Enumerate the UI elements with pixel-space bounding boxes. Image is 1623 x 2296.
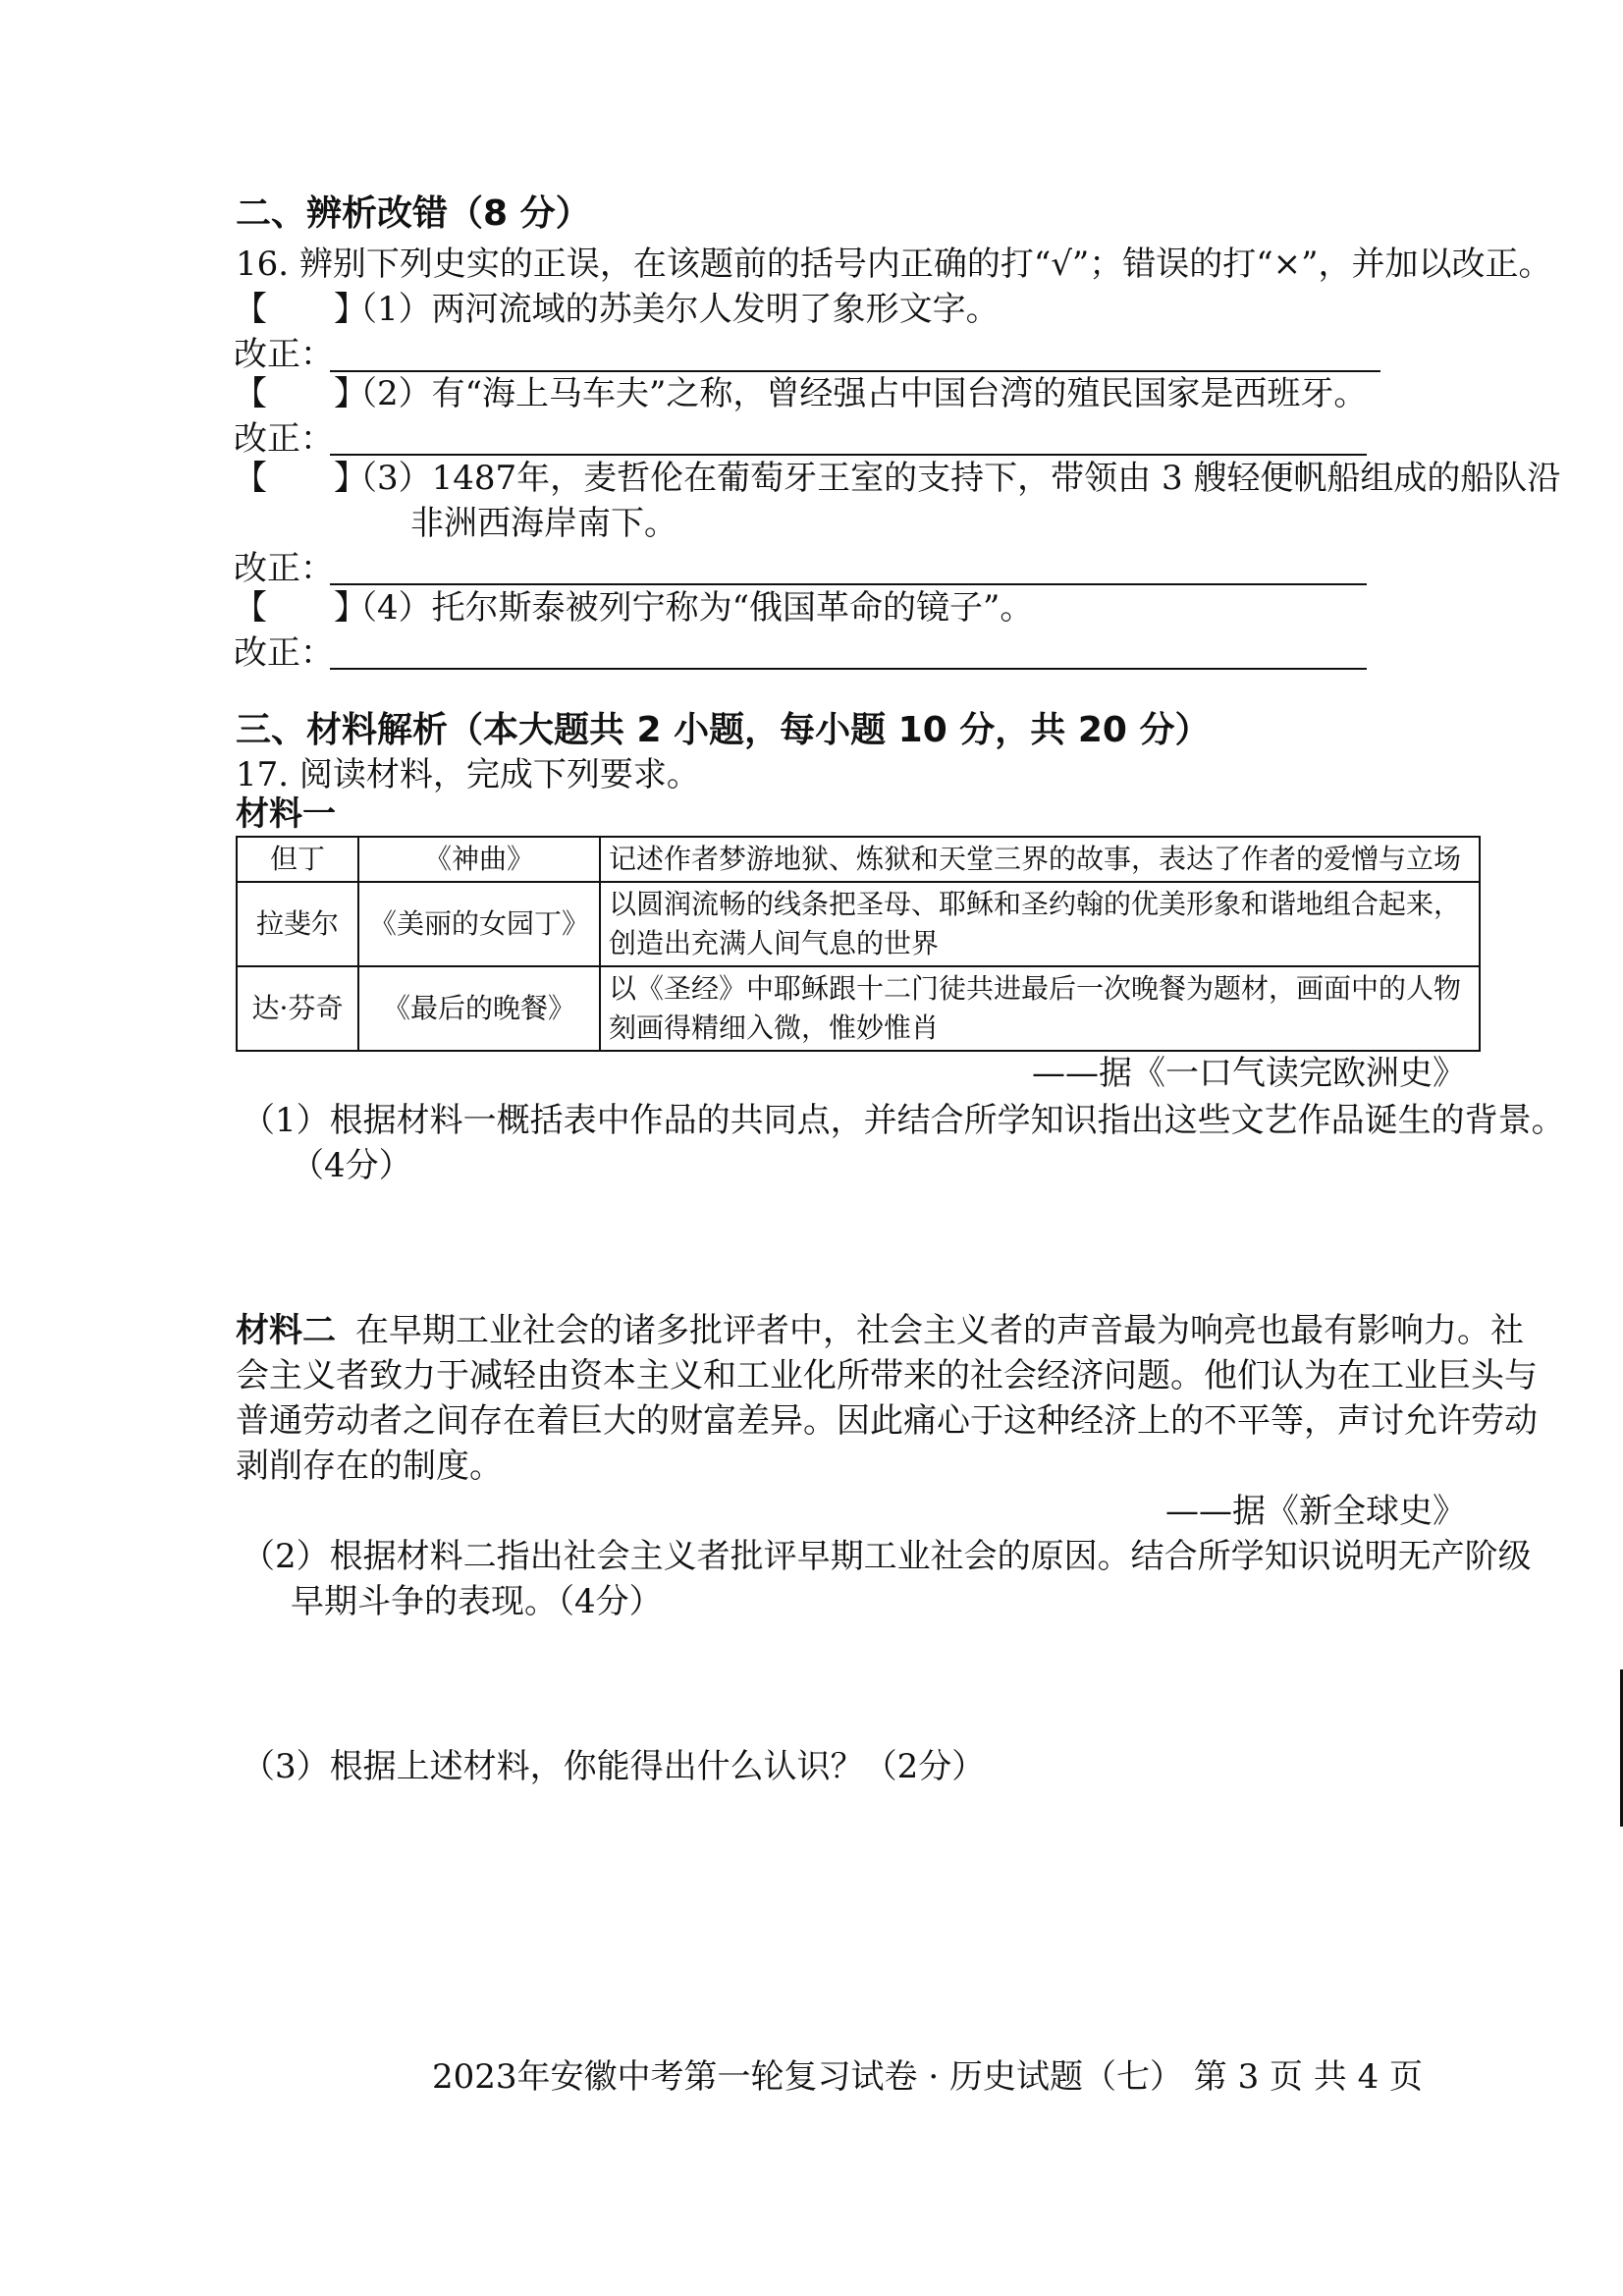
- material-2-line-3: 普通劳动者之间存在着巨大的财富差异。因此痛心于这种经济上的不平等，声讨允许劳动: [236, 1401, 1538, 1441]
- answer-bracket-4[interactable]: 【 】: [234, 588, 367, 628]
- material-2-label: 材料二: [236, 1311, 336, 1350]
- table-row: [237, 966, 1480, 1051]
- correction-label-3: 改正：: [234, 549, 334, 588]
- table-cell-author: 但丁: [237, 837, 358, 882]
- section2-heading: 二、辨析改错（8 分）: [236, 193, 591, 234]
- table-cell-description: 记述作者梦游地狱、炼狱和天堂三界的故事，表达了作者的爱憎与立场: [600, 837, 1480, 882]
- material-2-line-1: 在早期工业社会的诸多批评者中，社会主义者的声音最为响亮也最有影响力。社: [355, 1311, 1524, 1350]
- sub-question-1-line1: （1）根据材料一概括表中作品的共同点，并结合所学知识指出这些文艺作品诞生的背景。: [242, 1101, 1565, 1140]
- table-cell-author: 达·芬奇: [237, 966, 358, 1051]
- item-3-text-continued: 非洲西海岸南下。: [410, 504, 677, 543]
- correction-label-1: 改正：: [234, 335, 334, 374]
- correction-line-3[interactable]: [330, 583, 1367, 585]
- correction-line-2[interactable]: [330, 454, 1367, 456]
- question-16-prompt: 16. 辨别下列史实的正误，在该题前的括号内正确的打“√”；错误的打“×”，并加以改正。: [236, 245, 1552, 284]
- sub-question-3: （3）根据上述材料，你能得出什么认识？（2分）: [242, 1747, 986, 1786]
- table-cell-work: 《美丽的女园丁》: [358, 882, 600, 966]
- page-footer: 2023年安徽中考第一轮复习试卷 · 历史试题（七） 第 3 页 共 4 页: [432, 2057, 1424, 2097]
- answer-bracket-3[interactable]: 【 】: [234, 459, 367, 498]
- item-4-text: （4）托尔斯泰被列宁称为“俄国革命的镜子”。: [344, 588, 1034, 628]
- table-cell-description: 以圆润流畅的线条把圣母、耶稣和圣约翰的优美形象和谐地组合起来，创造出充满人间气息的世界: [600, 882, 1480, 966]
- table-cell-work: 《神曲》: [358, 837, 600, 882]
- answer-bracket-2[interactable]: 【 】: [234, 374, 367, 413]
- material-2-line-2: 会主义者致力于减轻由资本主义和工业化所带来的社会经济问题。他们认为在工业巨头与: [236, 1356, 1538, 1395]
- correction-line-4[interactable]: [330, 668, 1367, 670]
- item-2-text: （2）有“海上马车夫”之称，曾经强占中国台湾的殖民国家是西班牙。: [344, 374, 1368, 413]
- question-17-prompt: 17. 阅读材料，完成下列要求。: [236, 755, 700, 794]
- table-row: [237, 837, 1480, 882]
- sub-question-2-line2: 早期斗争的表现。（4分）: [291, 1582, 663, 1621]
- table-cell-description: 以《圣经》中耶稣跟十二门徒共进最后一次晚餐为题材，画面中的人物刻画得精细入微，惟妙惟肖: [600, 966, 1480, 1051]
- item-3-text: （3）1487年，麦哲伦在葡萄牙王室的支持下，带领由 3 艘轻便帆船组成的船队沿: [344, 459, 1561, 498]
- sub-question-1-line2: （4分）: [291, 1146, 412, 1185]
- correction-line-1[interactable]: [330, 370, 1380, 372]
- table-row: [237, 882, 1480, 966]
- section3-heading: 三、材料解析（本大题共 2 小题，每小题 10 分，共 20 分）: [236, 710, 1211, 750]
- table-cell-work: 《最后的晚餐》: [358, 966, 600, 1051]
- correction-label-2: 改正：: [234, 419, 334, 459]
- sub-question-2-line1: （2）根据材料二指出社会主义者批评早期工业社会的原因。结合所学知识说明无产阶级: [242, 1537, 1532, 1576]
- material-1-label: 材料一: [236, 794, 336, 834]
- table-cell-author: 拉斐尔: [237, 882, 358, 966]
- material-1-source: ——据《一口气读完欧洲史》: [1032, 1054, 1466, 1093]
- answer-bracket-1[interactable]: 【 】: [234, 290, 367, 329]
- material-1-table: [236, 836, 1481, 1052]
- material-2-source: ——据《新全球史》: [1165, 1492, 1466, 1531]
- material-2-line-4: 剥削存在的制度。: [236, 1447, 503, 1486]
- correction-label-4: 改正：: [234, 633, 334, 673]
- item-1-text: （1）两河流域的苏美尔人发明了象形文字。: [344, 290, 1000, 329]
